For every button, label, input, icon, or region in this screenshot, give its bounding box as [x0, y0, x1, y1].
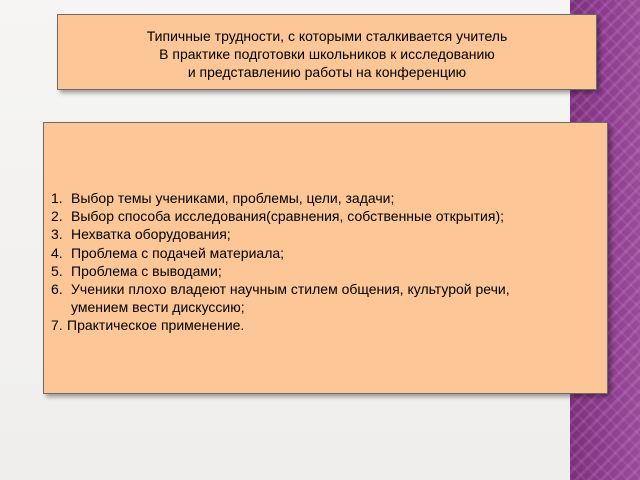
list-item	[51, 262, 510, 280]
list-item-number: 3.	[51, 226, 63, 243]
difficulties-list	[51, 189, 510, 335]
list-item-number: 2.	[51, 208, 63, 225]
list-item-number: 7.	[51, 317, 63, 334]
list-item-text: Нехватка оборудования;	[71, 226, 231, 243]
list-item	[51, 316, 510, 334]
list-item	[51, 225, 510, 243]
list-item-text: Проблема с подачей материала;	[71, 244, 285, 261]
list-item-text: Практическое применение.	[67, 317, 245, 334]
title-box	[57, 14, 597, 90]
list-item-number: 4.	[51, 244, 63, 261]
list-item	[51, 280, 510, 316]
title-line-2: В практике подготовки школьников к исследованию	[159, 46, 495, 62]
list-item-text: Ученики плохо владеют научным стилем общения, культурой речи,	[71, 281, 510, 298]
list-item-text: Выбор способа исследования(сравнения, собственные открытия);	[71, 208, 505, 225]
list-item	[51, 207, 510, 225]
list-item	[51, 189, 510, 207]
title-line-1: Типичные трудности, с которыми сталкивается учитель	[146, 28, 508, 44]
list-item-number: 1.	[51, 190, 63, 206]
list-item-number: 6.	[51, 281, 63, 298]
difficulties-list-box	[43, 122, 608, 394]
list-item-number: 5.	[51, 262, 63, 279]
list-item-text: Выбор темы учениками, проблемы, цели, задачи;	[71, 190, 395, 206]
list-item-continuation: умением вести дискуссию;	[71, 299, 245, 316]
list-item-text: Проблема с выводами;	[71, 262, 222, 279]
list-item	[51, 244, 510, 262]
title-line-3: и представлению работы на конференцию	[187, 64, 467, 80]
